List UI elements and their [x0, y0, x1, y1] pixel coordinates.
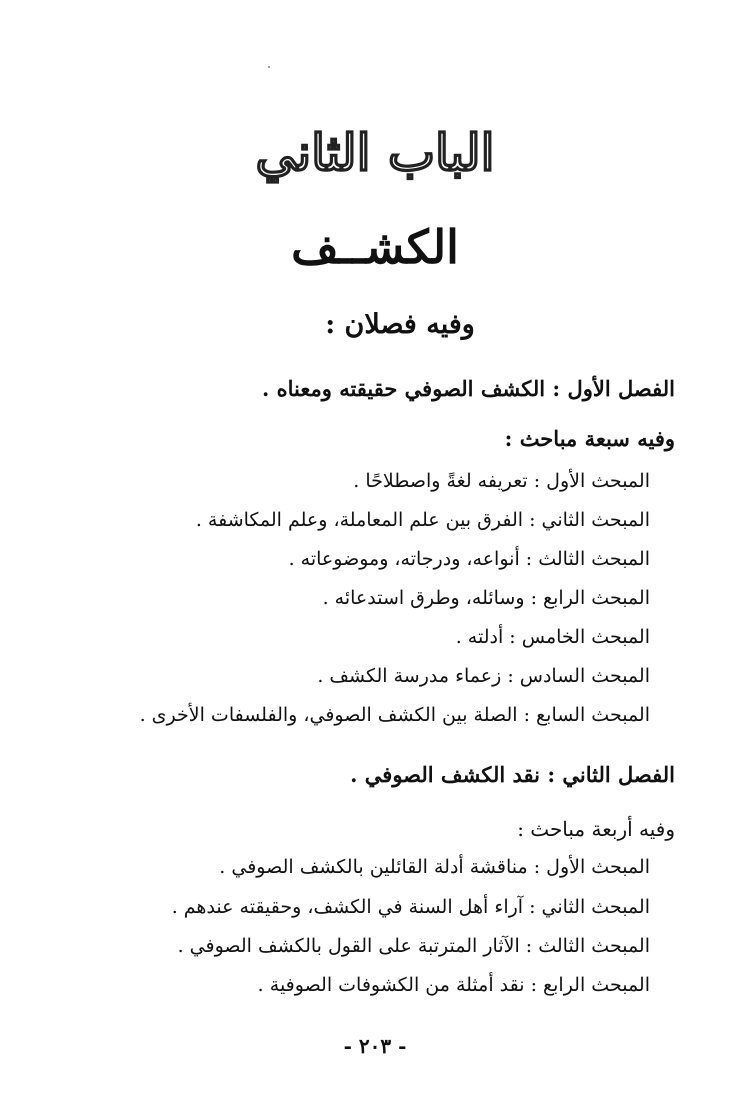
chapter-1-section-6: المبحث السادس : زعماء مدرسة الكشف . — [317, 665, 650, 687]
chapter-2-section-4: المبحث الرابع : نقد أمثلة من الكشوفات الصوفية . — [257, 974, 650, 996]
main-title: الكشــف — [291, 220, 459, 274]
chapter-2-intro: وفيه أربعة مباحث : — [517, 817, 675, 841]
chapter-1-section-5: المبحث الخامس : أدلته . — [455, 626, 650, 648]
chapter-2-title: الفصل الثاني : نقد الكشف الصوفي . — [350, 762, 675, 787]
chapter-2-section-1: المبحث الأول : مناقشة أدلة القائلين بالكشف الصوفي . — [219, 856, 650, 878]
chapter-1-intro: وفيه سبعة مباحث : — [504, 426, 675, 451]
page-number: - ٢٠٣ - — [343, 1034, 407, 1058]
chapter-2-section-3: المبحث الثالث : الآثار المترتبة على القول بالكشف الصوفي . — [177, 935, 650, 957]
chapter-1-section-2: المبحث الثاني : الفرق بين علم المعاملة، وعلم المكاشفة . — [195, 509, 650, 531]
scan-speck — [268, 66, 270, 68]
chapter-2-section-2: المبحث الثاني : آراء أهل السنة في الكشف، وحقيقته عندهم . — [171, 896, 650, 918]
part-intro: وفيه فصلان : — [325, 309, 475, 340]
chapter-1-section-1: المبحث الأول : تعريفه لغةً واصطلاحًا . — [353, 470, 650, 492]
chapter-1-title: الفصل الأول : الكشف الصوفي حقيقته ومعناه . — [262, 376, 675, 401]
chapter-1-section-7: المبحث السابع : الصلة بين الكشف الصوفي، والفلسفات الأخرى . — [139, 704, 650, 726]
chapter-1-section-3: المبحث الثالث : أنواعه، ودرجاته، وموضوعاته . — [288, 548, 650, 570]
chapter-1-section-4: المبحث الرابع : وسائله، وطرق استدعائه . — [322, 587, 650, 609]
part-title: الباب الثاني — [255, 123, 495, 182]
